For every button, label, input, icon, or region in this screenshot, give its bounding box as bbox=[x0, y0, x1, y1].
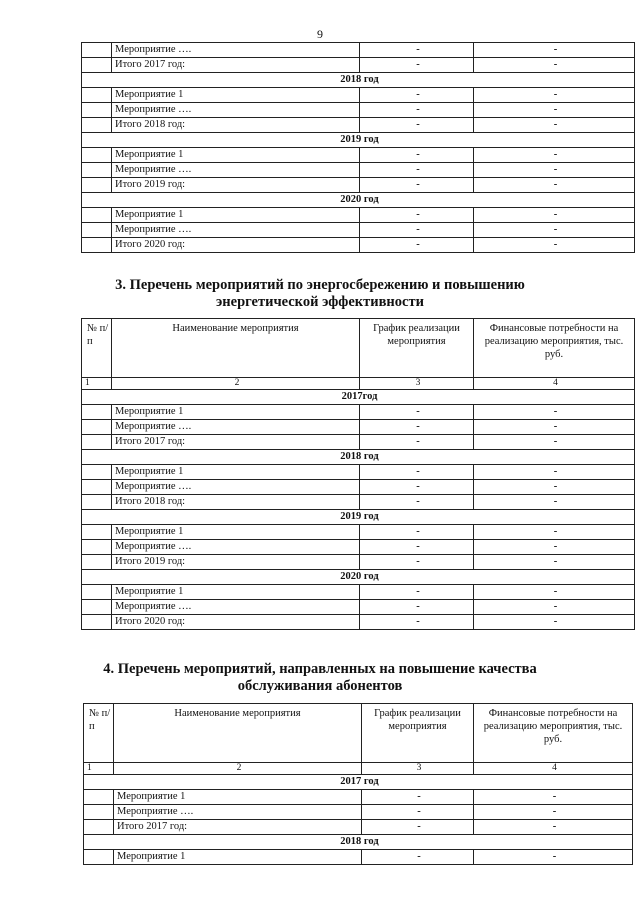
row-number-cell bbox=[82, 43, 112, 58]
row-number-cell bbox=[82, 208, 112, 223]
year-header-row bbox=[82, 193, 635, 208]
column-numbers-row bbox=[84, 763, 633, 775]
schedule-value: - bbox=[360, 555, 474, 570]
col-number-4: 4 bbox=[474, 763, 633, 775]
row-number-cell bbox=[82, 405, 112, 420]
schedule-value: - bbox=[360, 615, 474, 630]
schedule-value: - bbox=[360, 148, 474, 163]
schedule-value: - bbox=[360, 118, 474, 133]
schedule-value: - bbox=[360, 585, 474, 600]
schedule-value: - bbox=[362, 790, 474, 805]
header-row bbox=[84, 704, 633, 763]
year-header-row bbox=[84, 835, 633, 850]
year-label: 2018 год bbox=[82, 450, 635, 465]
col-number-3: 3 bbox=[360, 378, 474, 390]
year-header-row bbox=[82, 510, 635, 525]
finance-value: - bbox=[474, 420, 635, 435]
year-label: 2017 год bbox=[84, 775, 633, 790]
event-name: Мероприятие 1 bbox=[112, 465, 360, 480]
year-label: 2019 год bbox=[82, 133, 635, 148]
year-header-row bbox=[82, 450, 635, 465]
row-number-cell bbox=[82, 600, 112, 615]
table-row bbox=[84, 805, 633, 820]
event-name: Мероприятие 1 bbox=[114, 850, 362, 865]
schedule-value: - bbox=[360, 223, 474, 238]
row-number-cell bbox=[82, 148, 112, 163]
table-row bbox=[82, 480, 635, 495]
table-row bbox=[82, 600, 635, 615]
col-number-1: 1 bbox=[82, 378, 112, 390]
schedule-value: - bbox=[360, 208, 474, 223]
row-number-cell bbox=[82, 223, 112, 238]
year-header-row bbox=[82, 133, 635, 148]
schedule-value: - bbox=[360, 600, 474, 615]
finance-value: - bbox=[474, 525, 635, 540]
year-label: 2020 год bbox=[82, 193, 635, 208]
event-name: Мероприятие 1 bbox=[112, 148, 360, 163]
row-number-cell bbox=[82, 540, 112, 555]
row-number-cell bbox=[82, 118, 112, 133]
event-name: Мероприятие …. bbox=[112, 420, 360, 435]
header-finance: Финансовые потребности на реализацию мероприятия, тыс. руб. bbox=[474, 704, 633, 763]
row-number-cell bbox=[84, 790, 114, 805]
finance-value: - bbox=[474, 480, 635, 495]
total-label: Итого 2017 год: bbox=[112, 58, 360, 73]
year-label: 2018 год bbox=[84, 835, 633, 850]
row-number-cell bbox=[82, 58, 112, 73]
row-number-cell bbox=[84, 850, 114, 865]
column-numbers-row bbox=[82, 378, 635, 390]
event-name: Мероприятие …. bbox=[112, 600, 360, 615]
event-name: Мероприятие …. bbox=[112, 163, 360, 178]
row-number-cell bbox=[82, 465, 112, 480]
table-row bbox=[82, 208, 635, 223]
row-number-cell bbox=[82, 420, 112, 435]
section3-title bbox=[0, 277, 640, 311]
header-num: № п/п bbox=[84, 704, 114, 763]
row-number-cell bbox=[82, 480, 112, 495]
row-number-cell bbox=[84, 820, 114, 835]
finance-value: - bbox=[474, 850, 633, 865]
schedule-value: - bbox=[360, 540, 474, 555]
page-number: 9 bbox=[317, 27, 323, 41]
event-name: Мероприятие 1 bbox=[114, 790, 362, 805]
table-row bbox=[84, 790, 633, 805]
finance-value: - bbox=[474, 495, 635, 510]
section4-table bbox=[83, 703, 633, 865]
finance-value: - bbox=[474, 600, 635, 615]
schedule-value: - bbox=[360, 405, 474, 420]
event-name: Мероприятие 1 bbox=[112, 405, 360, 420]
event-name: Мероприятие …. bbox=[112, 43, 360, 58]
finance-value: - bbox=[474, 405, 635, 420]
finance-value: - bbox=[474, 540, 635, 555]
schedule-value: - bbox=[360, 88, 474, 103]
total-label: Итого 2017 год: bbox=[114, 820, 362, 835]
total-row bbox=[82, 555, 635, 570]
table-row bbox=[82, 88, 635, 103]
event-name: Мероприятие 1 bbox=[112, 585, 360, 600]
total-row bbox=[82, 238, 635, 253]
schedule-value: - bbox=[360, 178, 474, 193]
event-name: Мероприятие …. bbox=[114, 805, 362, 820]
event-name: Мероприятие …. bbox=[112, 480, 360, 495]
table-row bbox=[82, 103, 635, 118]
row-number-cell bbox=[82, 88, 112, 103]
col-number-2: 2 bbox=[114, 763, 362, 775]
row-number-cell bbox=[82, 585, 112, 600]
row-number-cell bbox=[82, 525, 112, 540]
year-label: 2018 год bbox=[82, 73, 635, 88]
year-label: 2019 год bbox=[82, 510, 635, 525]
finance-value: - bbox=[474, 163, 635, 178]
total-label: Итого 2018 год: bbox=[112, 495, 360, 510]
col-number-4: 4 bbox=[474, 378, 635, 390]
total-row bbox=[82, 615, 635, 630]
schedule-value: - bbox=[360, 103, 474, 118]
year-label: 2017год bbox=[82, 390, 635, 405]
total-label: Итого 2018 год: bbox=[112, 118, 360, 133]
row-number-cell bbox=[82, 435, 112, 450]
finance-value: - bbox=[474, 58, 635, 73]
schedule-value: - bbox=[362, 805, 474, 820]
schedule-value: - bbox=[360, 495, 474, 510]
header-row bbox=[82, 319, 635, 378]
event-name: Мероприятие 1 bbox=[112, 208, 360, 223]
finance-value: - bbox=[474, 208, 635, 223]
section3-title-line1: 3. Перечень мероприятий по энергосбережению и повышению bbox=[115, 277, 525, 293]
finance-value: - bbox=[474, 43, 635, 58]
header-num: № п/п bbox=[82, 319, 112, 378]
table-row bbox=[82, 148, 635, 163]
total-label: Итого 2017 год: bbox=[112, 435, 360, 450]
finance-value: - bbox=[474, 435, 635, 450]
schedule-value: - bbox=[360, 435, 474, 450]
year-header-row bbox=[84, 775, 633, 790]
table-row bbox=[82, 223, 635, 238]
event-name: Мероприятие 1 bbox=[112, 88, 360, 103]
table-continued bbox=[81, 42, 635, 253]
finance-value: - bbox=[474, 223, 635, 238]
row-number-cell bbox=[82, 238, 112, 253]
header-name: Наименование мероприятия bbox=[114, 704, 362, 763]
event-name: Мероприятие …. bbox=[112, 103, 360, 118]
schedule-value: - bbox=[360, 525, 474, 540]
schedule-value: - bbox=[360, 465, 474, 480]
year-header-row bbox=[82, 570, 635, 585]
table-row bbox=[82, 163, 635, 178]
schedule-value: - bbox=[360, 58, 474, 73]
row-number-cell bbox=[84, 805, 114, 820]
year-header-row bbox=[82, 390, 635, 405]
table-row bbox=[82, 43, 635, 58]
table-row bbox=[82, 525, 635, 540]
total-row bbox=[82, 435, 635, 450]
total-label: Итого 2020 год: bbox=[112, 238, 360, 253]
finance-value: - bbox=[474, 118, 635, 133]
header-schedule: График реализации мероприятия bbox=[362, 704, 474, 763]
total-label: Итого 2020 год: bbox=[112, 615, 360, 630]
finance-value: - bbox=[474, 820, 633, 835]
schedule-value: - bbox=[360, 163, 474, 178]
row-number-cell bbox=[82, 615, 112, 630]
schedule-value: - bbox=[360, 480, 474, 495]
finance-value: - bbox=[474, 148, 635, 163]
schedule-value: - bbox=[362, 850, 474, 865]
schedule-value: - bbox=[360, 238, 474, 253]
table-row bbox=[82, 405, 635, 420]
header-schedule: График реализации мероприятия bbox=[360, 319, 474, 378]
col-number-2: 2 bbox=[112, 378, 360, 390]
col-number-1: 1 bbox=[84, 763, 114, 775]
year-header-row bbox=[82, 73, 635, 88]
table-row bbox=[84, 850, 633, 865]
row-number-cell bbox=[82, 103, 112, 118]
table-row bbox=[82, 465, 635, 480]
total-row bbox=[82, 58, 635, 73]
section4-title-line1: 4. Перечень мероприятий, направленных на повышение качества bbox=[103, 661, 537, 677]
row-number-cell bbox=[82, 555, 112, 570]
finance-value: - bbox=[474, 555, 635, 570]
finance-value: - bbox=[474, 103, 635, 118]
total-row bbox=[82, 495, 635, 510]
table-row bbox=[82, 420, 635, 435]
finance-value: - bbox=[474, 88, 635, 103]
finance-value: - bbox=[474, 465, 635, 480]
total-row bbox=[84, 820, 633, 835]
finance-value: - bbox=[474, 585, 635, 600]
row-number-cell bbox=[82, 178, 112, 193]
header-finance: Финансовые потребности на реализацию мероприятия, тыс. руб. bbox=[474, 319, 635, 378]
finance-value: - bbox=[474, 790, 633, 805]
col-number-3: 3 bbox=[362, 763, 474, 775]
section4-title bbox=[0, 661, 640, 695]
finance-value: - bbox=[474, 615, 635, 630]
section4-title-line2: обслуживания абонентов bbox=[237, 678, 403, 694]
finance-value: - bbox=[474, 178, 635, 193]
total-label: Итого 2019 год: bbox=[112, 178, 360, 193]
event-name: Мероприятие 1 bbox=[112, 525, 360, 540]
finance-value: - bbox=[474, 238, 635, 253]
row-number-cell bbox=[82, 163, 112, 178]
schedule-value: - bbox=[360, 43, 474, 58]
section3-title-line2: энергетической эффективности bbox=[216, 294, 424, 310]
finance-value: - bbox=[474, 805, 633, 820]
year-label: 2020 год bbox=[82, 570, 635, 585]
table-row bbox=[82, 585, 635, 600]
schedule-value: - bbox=[362, 820, 474, 835]
header-name: Наименование мероприятия bbox=[112, 319, 360, 378]
total-row bbox=[82, 178, 635, 193]
schedule-value: - bbox=[360, 420, 474, 435]
event-name: Мероприятие …. bbox=[112, 540, 360, 555]
table-row bbox=[82, 540, 635, 555]
row-number-cell bbox=[82, 495, 112, 510]
section3-table bbox=[81, 318, 635, 630]
event-name: Мероприятие …. bbox=[112, 223, 360, 238]
total-row bbox=[82, 118, 635, 133]
total-label: Итого 2019 год: bbox=[112, 555, 360, 570]
